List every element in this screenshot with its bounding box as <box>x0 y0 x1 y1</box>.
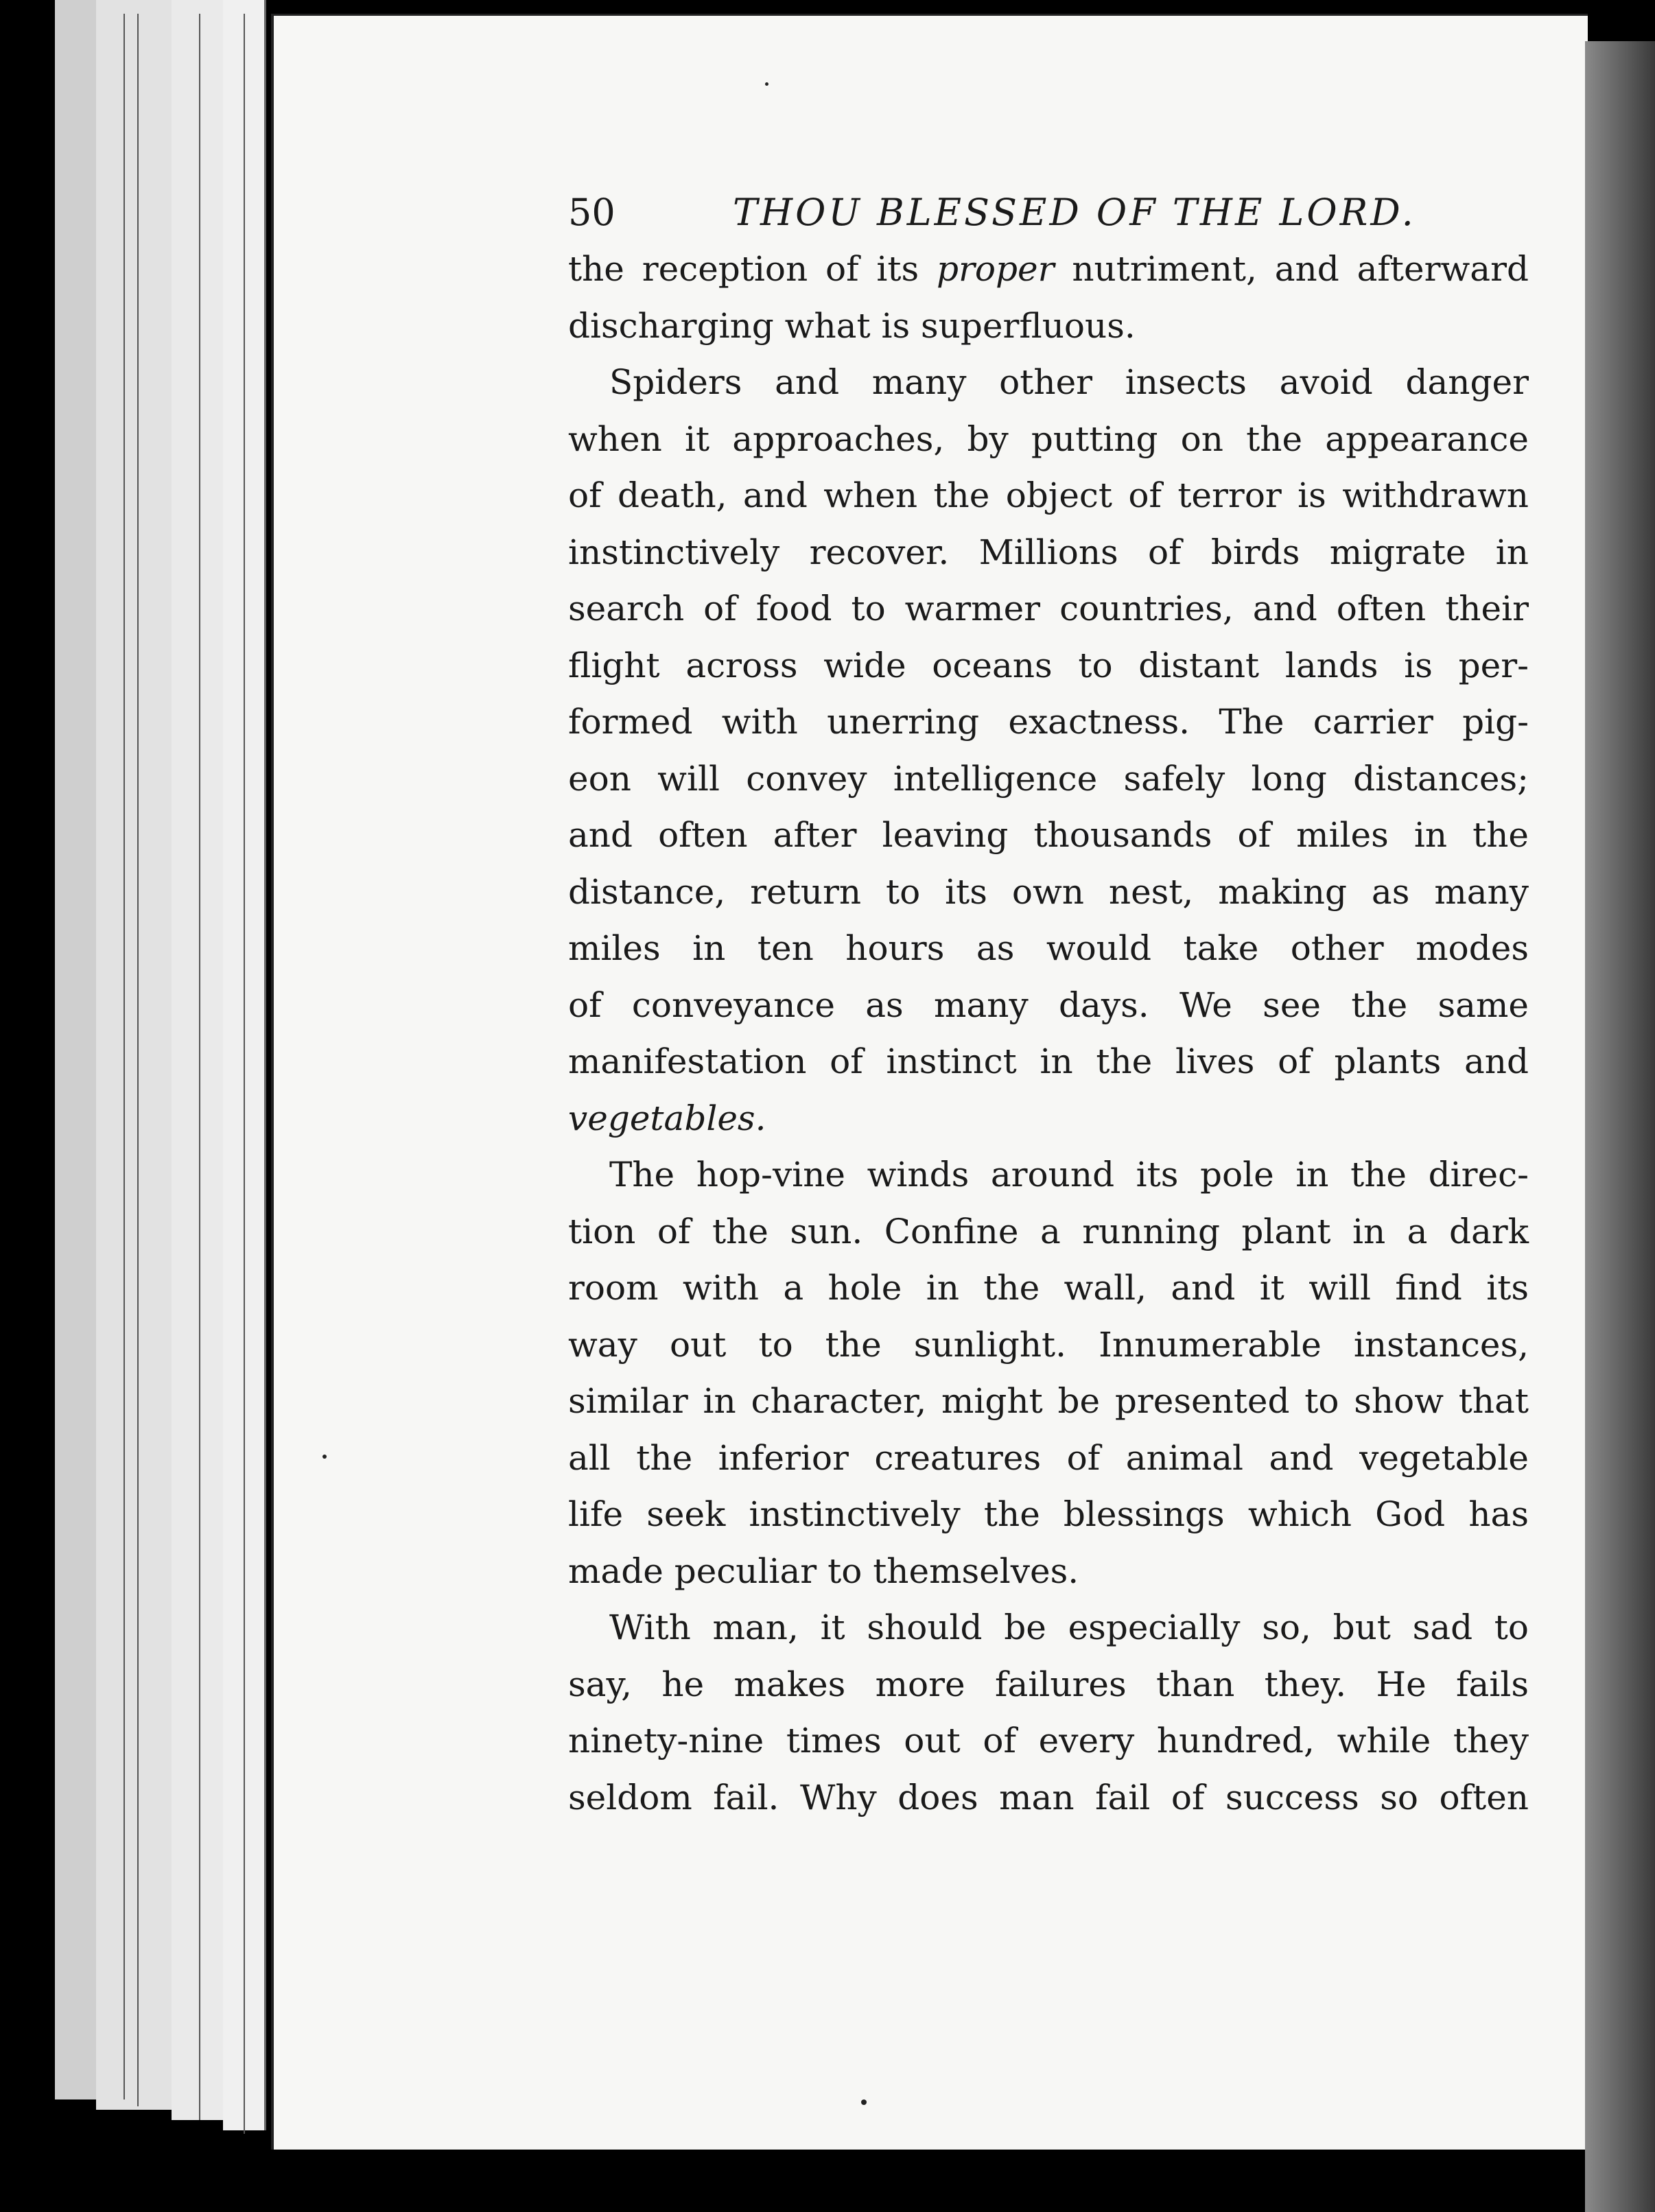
text-line: similar in character, might be presented to show that <box>568 1381 1529 1421</box>
text-line: The hop-vine winds around its pole in the direc- <box>609 1155 1529 1195</box>
text-line: eon will convey intelligence safely long distances; <box>568 758 1529 799</box>
text-line: instinctively recover. Millions of birds migrate in <box>568 532 1529 572</box>
page-text-block <box>568 185 1529 1826</box>
page-edge-line <box>137 14 139 2106</box>
text-line: way out to the sunlight. Innumerable instances, <box>568 1324 1529 1365</box>
text-line: of death, and when the object of terror is withdrawn <box>568 475 1529 515</box>
body-text <box>568 241 1529 1826</box>
text-line: the reception of its proper nutriment, and afterward <box>568 249 1529 289</box>
text-line: miles in ten hours as would take other modes <box>568 928 1529 968</box>
running-title: THOU BLESSED OF THE LORD. <box>733 191 1416 234</box>
emphasis: proper <box>937 249 1055 289</box>
page-edge-line <box>124 14 125 2099</box>
text-line: flight across wide oceans to distant lands is per- <box>568 645 1529 685</box>
text-line: vegetables. <box>568 1098 766 1138</box>
text-line: manifestation of instinct in the lives of plants and <box>568 1042 1529 1081</box>
text-line: room with a hole in the wall, and it will find its <box>568 1268 1529 1308</box>
text-line: when it approaches, by putting on the appearance <box>568 419 1529 459</box>
page-number: 50 <box>568 191 615 234</box>
text-line: say, he makes more failures than they. He fails <box>568 1664 1529 1704</box>
speck <box>861 2099 867 2105</box>
speck <box>765 82 768 86</box>
book-page-edge <box>96 0 175 2110</box>
text-line: seldom fail. Why does man fail of success so often <box>568 1777 1529 1817</box>
running-header <box>568 185 1529 240</box>
text-line: Spiders and many other insects avoid danger <box>609 362 1529 402</box>
text-line: and often after leaving thousands of miles in the <box>568 815 1529 855</box>
speck <box>322 1455 327 1459</box>
page-edge-line <box>244 14 245 2134</box>
text-line: life seek instinctively the blessings which God has <box>568 1494 1529 1534</box>
text-line: of conveyance as many days. We see the same <box>568 985 1529 1025</box>
text-line: tion of the sun. Confine a running plant in a dark <box>568 1211 1529 1251</box>
text-line: search of food to warmer countries, and often their <box>568 589 1529 628</box>
text-line: formed with unerring exactness. The carrier pig- <box>568 702 1529 742</box>
text-line: discharging what is superfluous. <box>568 305 1136 346</box>
text-line: ninety-nine times out of every hundred, while they <box>568 1721 1529 1761</box>
page-edge-line <box>199 14 200 2120</box>
book-page-edge <box>55 0 100 2099</box>
page-gutter-shadow <box>1585 41 1655 2212</box>
text-line: distance, return to its own nest, making as many <box>568 871 1529 912</box>
text-line: With man, it should be especially so, but sad to <box>609 1608 1529 1647</box>
text-line: all the inferior creatures of animal and vegetable <box>568 1437 1529 1478</box>
text-line: made peculiar to themselves. <box>568 1551 1079 1591</box>
